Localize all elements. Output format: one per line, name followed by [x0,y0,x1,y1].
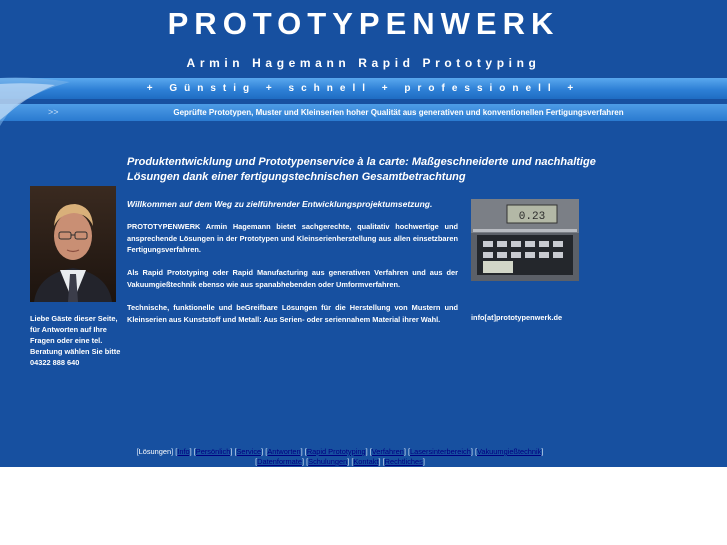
site-subtitle: Armin Hagemann Rapid Prototyping [186,56,541,70]
double-arrow-icon: >> [48,107,59,117]
intro-paragraph: PROTOTYPENWERK Armin Hagemann bietet sachgerechte, qualitativ hochwertige und ansprechende Lösungen in der Prototypen und Kleinserienherstellung aus allen einsetzbaren Fertigungsverfahren. [127,222,458,254]
slogan-text: + Günstig + schnell + professionell + [146,83,581,94]
nav-link-lasersinterbereich[interactable]: Lasersinterbereich [410,447,471,456]
swoosh-decoration [0,76,90,128]
methods-paragraph: Als Rapid Prototyping oder Rapid Manufacturing aus generativen Verfahren und aus der Vakuumgießtechnik ebenso wie aus spanabhebenden oder Umformverfahren. [127,268,458,289]
nav-link-persoenlich[interactable]: Persönlich [195,447,231,456]
solutions-paragraph: Technische, funktionelle und beGreifbare Lösungen für die Herstellung von Mustern und Kleinserien aus Kunststoff und Metall: Aus Serien- oder seriennahem Material ihrer Wahl. [127,303,458,324]
caliper-display: 0.23 [518,211,546,223]
portrait-photo [30,186,116,302]
nav-link-info[interactable]: Info [177,447,190,456]
footer-navigation: [Lösungen] [Info] [Persönlich] [Service] [Antworten] [Rapid Prototyping] [Verfahren] [Lasersinterbereich] [Vakuumgießtechnik] [Datenformate] [Schulungen] [Kontakt] [Rechtliches] [136,447,544,466]
tagline-bar [0,104,727,121]
nav-current: Lösungen [138,447,172,456]
product-photo [471,199,579,281]
tagline-text: Geprüfte Prototypen, Muster und Kleinserien hoher Qualität aus generativen und konventionellen Fertigungsverfahren [173,108,624,117]
contact-email[interactable]: info[at]prototypenwerk.de [471,313,563,322]
nav-link-vakuumgiesstechnik[interactable]: Vakuumgießtechnik [477,447,542,456]
nav-link-rechtliches[interactable]: Rechtliches [384,457,423,466]
nav-link-antworten[interactable]: Antworten [267,447,301,456]
slogan-bar [0,78,727,99]
nav-link-verfahren[interactable]: Verfahren [371,447,404,456]
main-heading: Produktentwicklung und Prototypenservice à la carte: Maßgeschneiderte und nachhaltige Lösungen dank einer fertigungstechnischen Gesamtbetrachtung [127,156,596,183]
nav-link-datenformate[interactable]: Datenformate [257,457,302,466]
contact-note: Liebe Gäste dieser Seite, für Antworten auf Ihre Fragen oder eine tel. Beratung wählen Sie bitte 04322 888 640 [30,314,121,367]
nav-link-rapid-prototyping[interactable]: Rapid Prototyping [306,447,366,456]
nav-link-service[interactable]: Service [236,447,262,456]
nav-link-schulungen[interactable]: Schulungen [308,457,348,466]
site-title: PROTOTYPENWERK [167,6,560,41]
welcome-text: Willkommen auf dem Weg zu zielführender Entwicklungsprojektumsetzung. [127,199,433,209]
nav-link-kontakt[interactable]: Kontakt [353,457,379,466]
